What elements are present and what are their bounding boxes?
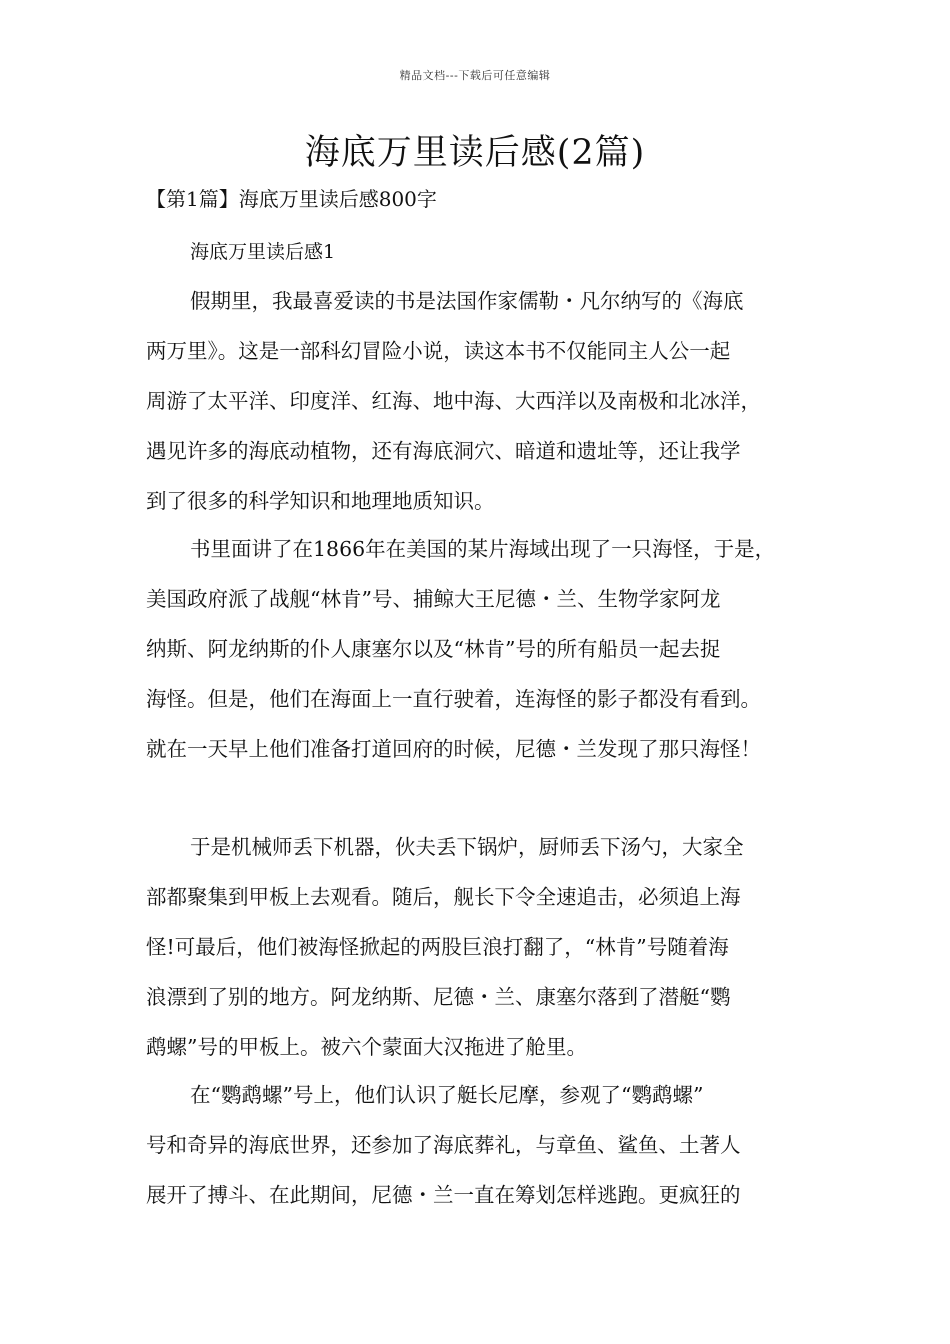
- paragraph-line: 怪!可最后，他们被海怪掀起的两股巨浪打翻了，“林肯”号随着海: [146, 935, 729, 959]
- paragraph-3: [146, 822, 826, 1072]
- paragraph-2: [146, 524, 826, 774]
- paragraph-line: 浪漂到了别的地方。阿龙纳斯、尼德・兰、康塞尔落到了潜艇“鹦: [146, 985, 731, 1009]
- paragraph-line: 于是机械师丢下机器，伙夫丢下锅炉，厨师丢下汤勺，大家全: [190, 835, 744, 859]
- paragraph-line: 鹉螺”号的甲板上。被六个蒙面大汉拖进了舱里。: [146, 1035, 587, 1059]
- paragraph-line: 海怪。但是，他们在海面上一直行驶着，连海怪的影子都没有看到。: [146, 687, 761, 711]
- paragraph-line: 号和奇异的海底世界，还参加了海底葬礼，与章鱼、鲨鱼、土著人: [146, 1133, 741, 1157]
- paragraph-line: 假期里，我最喜爱读的书是法国作家儒勒・凡尔纳写的《海底: [190, 289, 744, 313]
- paragraph-line: 周游了太平洋、印度洋、红海、地中海、大西洋以及南极和北冰洋，: [146, 389, 761, 413]
- paragraph-line: 美国政府派了战舰“林肯”号、捕鲸大王尼德・兰、生物学家阿龙: [146, 587, 721, 611]
- paragraph-1: [146, 276, 826, 526]
- paragraph-line: 在“鹦鹉螺”号上，他们认识了艇长尼摩，参观了“鹦鹉螺”: [190, 1083, 704, 1107]
- section-heading: 【第1篇】海底万里读后感800字: [146, 187, 437, 211]
- paragraph-line: 部都聚集到甲板上去观看。随后，舰长下令全速追击，必须追上海: [146, 885, 741, 909]
- paragraph-4: [146, 1070, 826, 1220]
- paragraph-line: 两万里》。这是一部科幻冒险小说，读这本书不仅能同主人公一起: [146, 339, 731, 363]
- paragraph-line: 就在一天早上他们准备打道回府的时候，尼德・兰发现了那只海怪！: [146, 737, 761, 761]
- paragraph-line: 书里面讲了在1866年在美国的某片海域出现了一只海怪，于是，: [190, 537, 776, 561]
- sub-heading: 海底万里读后感1: [190, 241, 336, 263]
- paragraph-line: 到了很多的科学知识和地理地质知识。: [146, 489, 495, 513]
- page-title: 海底万里读后感(2篇): [304, 133, 646, 173]
- header-note: 精品文档---下载后可任意编辑: [399, 69, 551, 82]
- paragraph-line: 纳斯、阿龙纳斯的仆人康塞尔以及“林肯”号的所有船员一起去捉: [146, 637, 721, 661]
- paragraph-line: 展开了搏斗、在此期间，尼德・兰一直在筹划怎样逃跑。更疯狂的: [146, 1183, 741, 1207]
- paragraph-line: 遇见许多的海底动植物，还有海底洞穴、暗道和遗址等，还让我学: [146, 439, 741, 463]
